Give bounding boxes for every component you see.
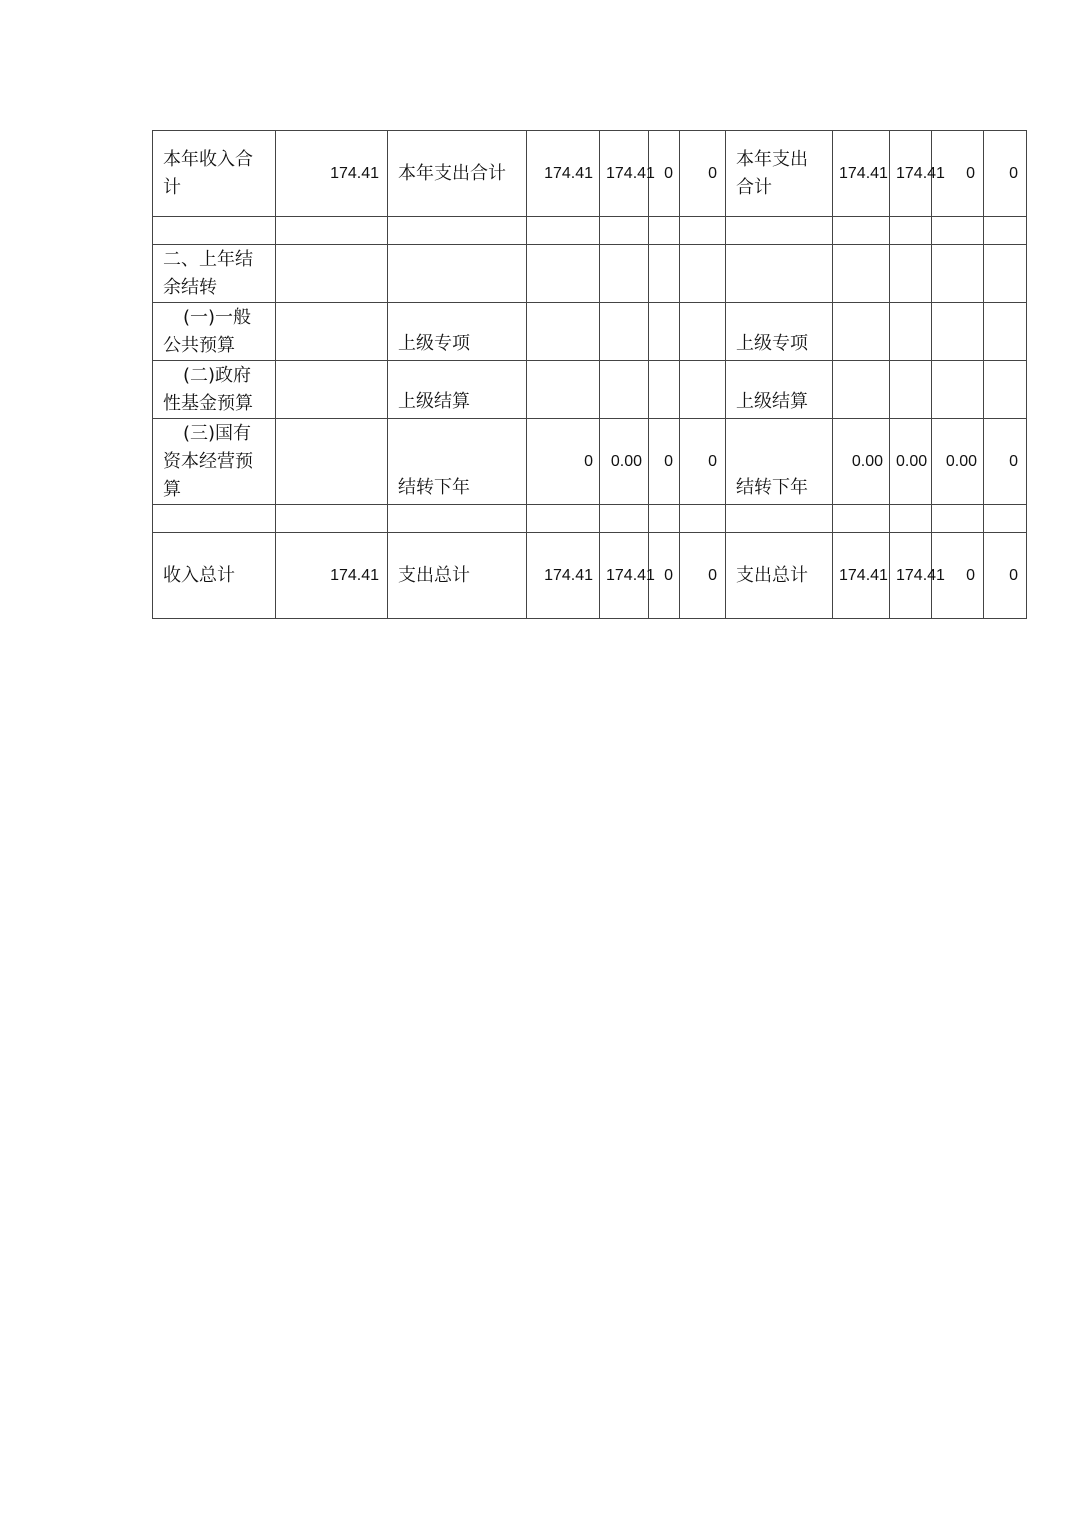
table-cell xyxy=(890,533,945,619)
empty-cell xyxy=(153,217,276,245)
table-row xyxy=(153,361,1027,419)
table-cell xyxy=(153,419,276,505)
table-cell xyxy=(153,131,276,217)
cell-text: (一)一般公共预算 xyxy=(163,306,252,356)
empty-cell xyxy=(984,505,1027,533)
table-cell xyxy=(833,533,890,619)
empty-cell xyxy=(680,303,726,361)
empty-cell xyxy=(527,217,600,245)
empty-cell xyxy=(932,217,984,245)
table-cell xyxy=(388,533,527,619)
blank-row xyxy=(153,505,1027,533)
cell-text: (三)国有资本经营预算 xyxy=(163,422,253,500)
budget-summary-table xyxy=(152,130,1027,619)
empty-cell xyxy=(388,505,527,533)
table-cell xyxy=(600,131,655,217)
empty-cell xyxy=(932,245,984,303)
table-cell xyxy=(527,131,600,217)
table-cell xyxy=(890,419,932,505)
cell-text: 上级结算 xyxy=(398,391,470,412)
empty-cell xyxy=(276,217,388,245)
table-cell xyxy=(890,131,945,217)
table-cell xyxy=(984,533,1027,619)
cell-text: 本年收入合计 xyxy=(163,148,253,198)
cell-text: 0 xyxy=(664,452,673,470)
empty-cell xyxy=(833,217,890,245)
table-cell xyxy=(388,303,527,361)
table-cell xyxy=(726,361,833,419)
table-cell xyxy=(726,303,833,361)
cell-text: 支出总计 xyxy=(736,564,808,586)
table-cell xyxy=(984,131,1027,217)
cell-text: 收入总计 xyxy=(163,564,235,586)
table-cell xyxy=(527,533,600,619)
empty-cell xyxy=(890,217,932,245)
cell-text: 174.41 xyxy=(544,164,593,182)
empty-cell xyxy=(932,505,984,533)
empty-cell xyxy=(276,245,388,303)
empty-cell xyxy=(649,245,680,303)
table-cell xyxy=(276,131,388,217)
empty-cell xyxy=(600,505,649,533)
table-cell xyxy=(649,419,680,505)
empty-cell xyxy=(890,303,932,361)
empty-cell xyxy=(153,505,276,533)
table-cell xyxy=(153,533,276,619)
table-cell xyxy=(833,419,890,505)
cell-text: 0.00 xyxy=(610,452,642,470)
table-cell xyxy=(726,533,833,619)
cell-text: 0 xyxy=(708,566,717,584)
cell-text: 0.00 xyxy=(945,452,977,470)
table-cell xyxy=(726,419,833,505)
empty-cell xyxy=(276,505,388,533)
table-cell xyxy=(527,419,600,505)
empty-cell xyxy=(600,303,649,361)
table-cell xyxy=(388,361,527,419)
empty-cell xyxy=(932,303,984,361)
table-cell xyxy=(680,131,726,217)
empty-cell xyxy=(890,245,932,303)
cell-text: 174.41 xyxy=(330,164,379,182)
cell-text: 0 xyxy=(708,452,717,470)
cell-text: 174.41 xyxy=(606,164,655,182)
empty-cell xyxy=(726,217,833,245)
table-cell xyxy=(388,419,527,505)
empty-cell xyxy=(388,217,527,245)
empty-cell xyxy=(649,505,680,533)
table-row xyxy=(153,245,1027,303)
empty-cell xyxy=(680,361,726,419)
table-cell xyxy=(600,419,649,505)
cell-text: 174.41 xyxy=(330,566,379,584)
empty-cell xyxy=(649,303,680,361)
empty-cell xyxy=(833,303,890,361)
cell-text: 0 xyxy=(966,164,975,182)
empty-cell xyxy=(932,361,984,419)
blank-row xyxy=(153,217,1027,245)
cell-text: 支出总计 xyxy=(398,564,470,586)
cell-text: 结转下年 xyxy=(736,477,808,498)
cell-text: 174.41 xyxy=(896,566,945,584)
empty-cell xyxy=(726,505,833,533)
empty-cell xyxy=(833,361,890,419)
empty-cell xyxy=(726,245,833,303)
empty-cell xyxy=(276,419,388,505)
empty-cell xyxy=(833,245,890,303)
cell-text: 174.41 xyxy=(839,566,888,584)
cell-text: 结转下年 xyxy=(398,477,470,498)
cell-text: 0 xyxy=(1009,452,1018,470)
table-row xyxy=(153,533,1027,619)
table-cell xyxy=(932,419,984,505)
empty-cell xyxy=(276,361,388,419)
table-row xyxy=(153,303,1027,361)
cell-text: 本年支出合计 xyxy=(736,148,808,198)
empty-cell xyxy=(527,361,600,419)
table-body xyxy=(153,131,1027,619)
empty-cell xyxy=(833,505,890,533)
empty-cell xyxy=(527,245,600,303)
empty-cell xyxy=(388,245,527,303)
cell-text: (二)政府性基金预算 xyxy=(163,364,253,414)
empty-cell xyxy=(984,217,1027,245)
cell-text: 0 xyxy=(708,164,717,182)
empty-cell xyxy=(890,505,932,533)
cell-text: 174.41 xyxy=(606,566,655,584)
table-cell xyxy=(680,533,726,619)
table-row xyxy=(153,131,1027,217)
cell-text: 0 xyxy=(1009,164,1018,182)
table-cell xyxy=(726,131,833,217)
cell-text: 0 xyxy=(664,566,673,584)
empty-cell xyxy=(984,303,1027,361)
table-cell xyxy=(153,245,276,303)
table-cell xyxy=(600,533,655,619)
cell-text: 174.41 xyxy=(839,164,888,182)
empty-cell xyxy=(680,217,726,245)
empty-cell xyxy=(527,505,600,533)
empty-cell xyxy=(890,361,932,419)
empty-cell xyxy=(600,245,649,303)
cell-text: 0 xyxy=(966,566,975,584)
table-cell xyxy=(833,131,890,217)
table-cell xyxy=(680,419,726,505)
empty-cell xyxy=(649,217,680,245)
empty-cell xyxy=(527,303,600,361)
cell-text: 0.00 xyxy=(896,452,928,470)
cell-text: 0 xyxy=(584,452,593,470)
empty-cell xyxy=(649,361,680,419)
cell-text: 0.00 xyxy=(851,452,883,470)
cell-text: 本年支出合计 xyxy=(398,162,506,184)
cell-text: 上级专项 xyxy=(398,333,470,354)
table-cell xyxy=(153,361,276,419)
cell-text: 上级结算 xyxy=(736,391,808,412)
table-row xyxy=(153,419,1027,505)
cell-text: 二、上年结余结转 xyxy=(163,248,253,298)
empty-cell xyxy=(680,505,726,533)
table-cell xyxy=(153,303,276,361)
table-cell xyxy=(984,419,1027,505)
cell-text: 0 xyxy=(1009,566,1018,584)
table-cell xyxy=(388,131,527,217)
empty-cell xyxy=(600,361,649,419)
empty-cell xyxy=(984,245,1027,303)
cell-text: 174.41 xyxy=(544,566,593,584)
cell-text: 上级专项 xyxy=(736,333,808,354)
cell-text: 0 xyxy=(664,164,673,182)
empty-cell xyxy=(984,361,1027,419)
empty-cell xyxy=(600,217,649,245)
empty-cell xyxy=(680,245,726,303)
cell-text: 174.41 xyxy=(896,164,945,182)
table-cell xyxy=(276,533,388,619)
empty-cell xyxy=(276,303,388,361)
